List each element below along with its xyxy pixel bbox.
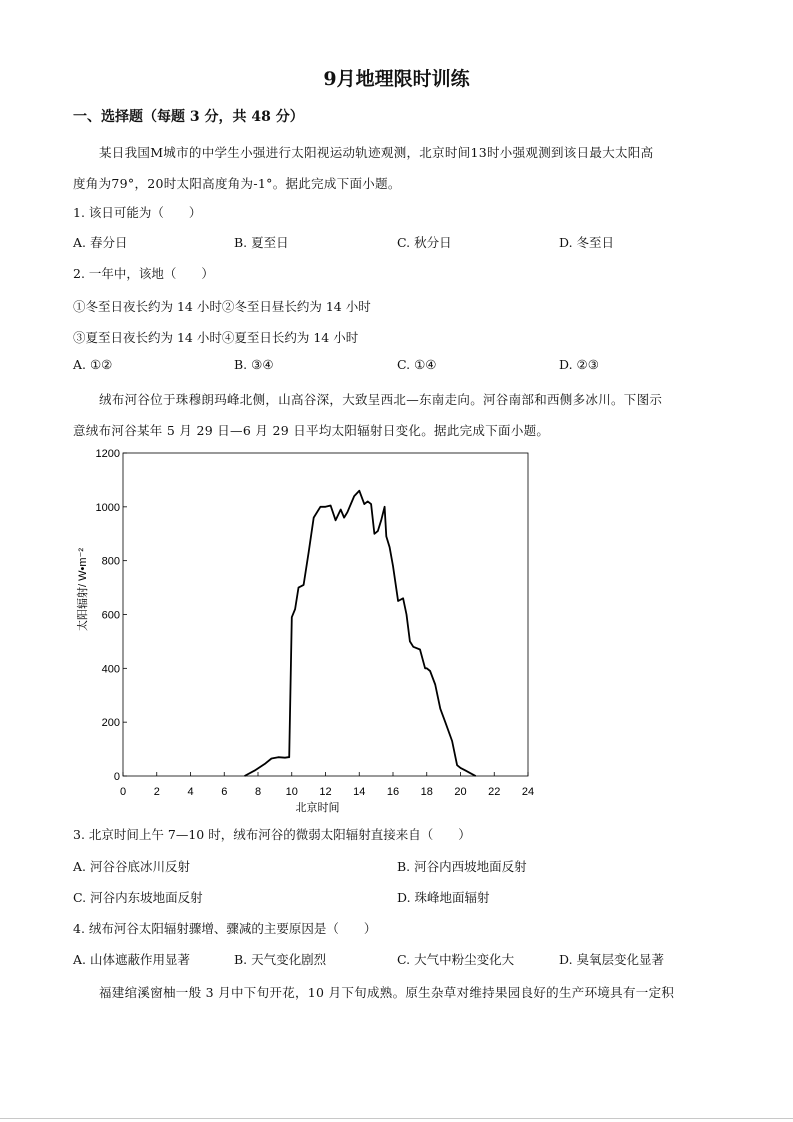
- passage1-line2: 度角为79°，20时太阳高度角为-1°。据此完成下面小题。: [73, 176, 401, 191]
- x-tick-label: 14: [353, 786, 366, 798]
- q3-option-c[interactable]: C. 河谷内东坡地面反射: [73, 890, 203, 905]
- solar-radiation-chart: [60, 445, 550, 825]
- q3-stem: 3. 北京时间上午 7—10 时，绒布河谷的微弱太阳辐射直接来自（ ）: [73, 827, 471, 842]
- plot-frame: [123, 453, 528, 776]
- page-bottom-rule: [0, 1118, 793, 1119]
- x-tick-label: 0: [119, 786, 127, 798]
- passage2-line1: 绒布河谷位于珠穆朗玛峰北侧，山高谷深，大致呈西北—东南走向。河谷南部和西侧多冰川。下图示: [99, 392, 663, 407]
- q4-stem: 4. 绒布河谷太阳辐射骤增、骤减的主要原因是（ ）: [73, 921, 377, 936]
- q1-stem: 1. 该日可能为（ ）: [73, 205, 202, 220]
- y-tick-label: 1000: [95, 501, 120, 514]
- passage2-line2: 意绒布河谷某年 5 月 29 日—6 月 29 日平均太阳辐射日变化。据此完成下面小题。: [73, 423, 550, 438]
- q4-option-b[interactable]: B. 天气变化剧烈: [234, 952, 327, 967]
- q2-statement2: ③夏至日夜长约为 14 小时④夏至日长约为 14 小时: [73, 330, 359, 345]
- x-tick-label: 12: [319, 786, 332, 798]
- y-tick-label: 400: [101, 663, 120, 676]
- q4-option-a[interactable]: A. 山体遮蔽作用显著: [73, 952, 190, 967]
- x-tick-label: 20: [454, 786, 467, 798]
- passage1-line1: 某日我国M城市的中学生小强进行太阳视运动轨迹观测，北京时间13时小强观测到该日最大太阳高: [99, 145, 654, 160]
- section-heading: 一、选择题（每题 3 分，共 48 分）: [73, 109, 304, 125]
- q3-option-a[interactable]: A. 河谷谷底冰川反射: [73, 859, 190, 874]
- q1-option-b[interactable]: B. 夏至日: [234, 235, 289, 250]
- x-tick-label: 10: [285, 786, 298, 798]
- q2-option-a[interactable]: A. ①②: [73, 357, 113, 372]
- x-tick-label: 22: [488, 786, 501, 798]
- y-tick-label: 0: [113, 771, 120, 783]
- q3-option-b[interactable]: B. 河谷内西坡地面反射: [397, 859, 527, 874]
- x-tick-label: 8: [254, 786, 262, 798]
- q4-option-c[interactable]: C. 大气中粉尘变化大: [397, 952, 515, 967]
- q2-option-d[interactable]: D. ②③: [559, 357, 599, 372]
- q1-option-a[interactable]: A. 春分日: [73, 235, 128, 250]
- y-tick-label: 800: [101, 555, 120, 568]
- passage3-line1: 福建绾溪窗柚一般 3 月中下旬开花，10 月下旬成熟。原生杂草对维持果园良好的生产环境具有一定积: [99, 985, 675, 1000]
- x-tick-label: 18: [420, 786, 433, 798]
- y-tick-label: 1200: [95, 448, 120, 460]
- q2-option-c[interactable]: C. ①④: [397, 357, 437, 372]
- y-tick-label: 600: [101, 609, 120, 622]
- x-tick-label: 16: [386, 786, 400, 798]
- radiation-series-line: [245, 491, 476, 776]
- q3-option-d[interactable]: D. 珠峰地面辐射: [397, 890, 490, 905]
- q2-statement1: ①冬至日夜长约为 14 小时②冬至日昼长约为 14 小时: [73, 299, 371, 314]
- q2-stem: 2. 一年中，该地（ ）: [73, 266, 214, 281]
- q4-option-d[interactable]: D. 臭氧层变化显著: [559, 952, 665, 967]
- x-tick-label: 4: [187, 786, 194, 798]
- y-axis-label: 太阳辐射/ W•m⁻²: [77, 548, 89, 631]
- page-title: 9月地理限时训练: [323, 68, 470, 90]
- x-axis-label: 北京时间: [295, 802, 340, 814]
- q2-option-b[interactable]: B. ③④: [234, 357, 274, 372]
- x-tick-label: 24: [521, 786, 535, 798]
- y-tick-label: 200: [101, 717, 120, 730]
- x-tick-label: 6: [221, 786, 228, 798]
- q1-option-d[interactable]: D. 冬至日: [559, 235, 615, 250]
- x-tick-label: 2: [153, 786, 160, 798]
- q1-option-c[interactable]: C. 秋分日: [397, 235, 452, 250]
